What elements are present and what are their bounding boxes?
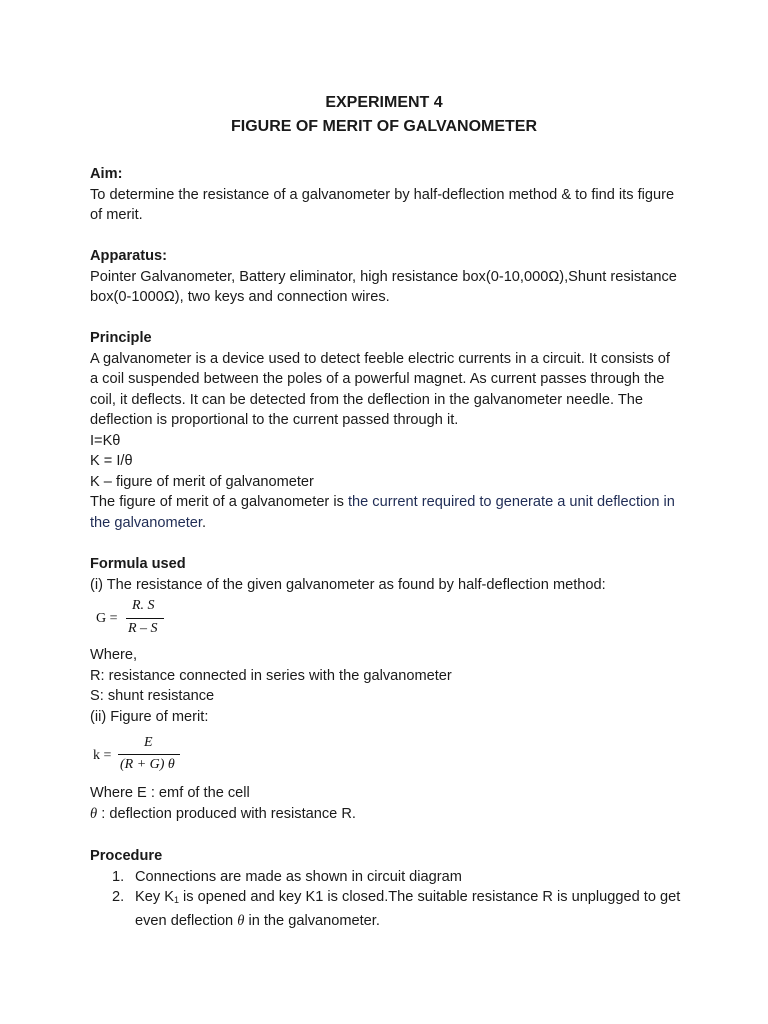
k-fraction-bar bbox=[118, 754, 180, 755]
experiment-number: EXPERIMENT 4 bbox=[325, 94, 443, 111]
formula-definitions bbox=[90, 645, 690, 727]
apparatus-heading: Apparatus: bbox=[90, 248, 168, 264]
equation-k: K = I/θ bbox=[90, 453, 133, 469]
fom-highlight: the current required to generate a unit deflection in the galvanometer bbox=[90, 494, 675, 531]
step-text-a: Key K bbox=[135, 889, 174, 905]
apparatus-text: Pointer Galvanometer, Battery eliminator, high resistance box(0-10,000Ω),Shunt resistance box(0-1000Ω), two keys and connection wires. bbox=[90, 268, 677, 305]
step-number: 1. bbox=[112, 868, 125, 885]
where-label: Where, bbox=[90, 647, 138, 663]
step-number: 2. bbox=[112, 889, 125, 905]
k-denominator: (R + G) θ bbox=[120, 757, 175, 772]
r-definition: R: resistance connected in series with the galvanometer bbox=[90, 667, 452, 684]
e-definition: Where E : emf of the cell bbox=[90, 785, 250, 801]
theta-symbol: θ bbox=[90, 805, 98, 822]
galvanometer-resistance-formula bbox=[96, 598, 216, 640]
procedure-section bbox=[90, 846, 690, 931]
fom-suffix: . bbox=[201, 514, 207, 531]
procedure-step bbox=[90, 887, 690, 931]
k-definitions bbox=[90, 783, 690, 824]
step-text: Connections are made as shown in circuit diagram bbox=[135, 868, 462, 885]
g-fraction-bar bbox=[126, 618, 164, 619]
step-text-b: is opened and key K1 is closed.The suitable resistance R is unplugged to get even deflection bbox=[135, 889, 681, 929]
experiment-title: FIGURE OF MERIT OF GALVANOMETER bbox=[230, 118, 538, 135]
g-lhs: G = bbox=[96, 611, 118, 626]
principle-section bbox=[90, 328, 682, 533]
formula-section bbox=[90, 554, 690, 595]
aim-text: To determine the resistance of a galvanometer by half-deflection method & to find its figure of merit. bbox=[90, 186, 675, 223]
theta-definition-line bbox=[90, 804, 690, 825]
k-numerator: E bbox=[144, 735, 153, 750]
g-fraction bbox=[126, 598, 166, 640]
s-definition: S: shunt resistance bbox=[90, 688, 215, 704]
formula-item-2: (ii) Figure of merit: bbox=[90, 708, 209, 725]
procedure-list bbox=[90, 867, 690, 932]
apparatus-section bbox=[90, 246, 690, 308]
theta-symbol: θ bbox=[237, 912, 245, 929]
aim-section bbox=[90, 164, 690, 226]
g-numerator: R. S bbox=[132, 598, 155, 613]
fom-prefix: The figure of merit of a galvanometer is bbox=[90, 494, 348, 510]
procedure-step bbox=[90, 867, 690, 888]
key-subscript: 1 bbox=[173, 895, 179, 905]
step-text-c: in the galvanometer. bbox=[244, 912, 380, 929]
equation-current: I=Kθ bbox=[90, 432, 121, 449]
g-denominator: R – S bbox=[128, 621, 158, 636]
formula-heading: Formula used bbox=[90, 556, 186, 572]
k-lhs: k = bbox=[93, 748, 112, 763]
formula-item-1: (i) The resistance of the given galvanometer as found by half-deflection method: bbox=[90, 576, 606, 593]
figure-of-merit-formula bbox=[93, 735, 206, 777]
principle-text: A galvanometer is a device used to detect feeble electric currents in a circuit. It consists of a coil suspended between the poles of a powerful magnet. As current passes through the coil, it deflects. It can be detected from the deflection in the galvanometer needle. The deflection is proportional to the current passed through it. bbox=[90, 350, 670, 428]
procedure-heading: Procedure bbox=[90, 848, 163, 864]
aim-heading: Aim: bbox=[90, 166, 123, 182]
theta-definition: : deflection produced with resistance R. bbox=[97, 805, 356, 822]
figure-of-merit-definition bbox=[90, 492, 682, 533]
k-definition: K – figure of merit of galvanometer bbox=[90, 473, 314, 490]
principle-heading: Principle bbox=[90, 330, 152, 346]
k-fraction bbox=[118, 735, 180, 777]
